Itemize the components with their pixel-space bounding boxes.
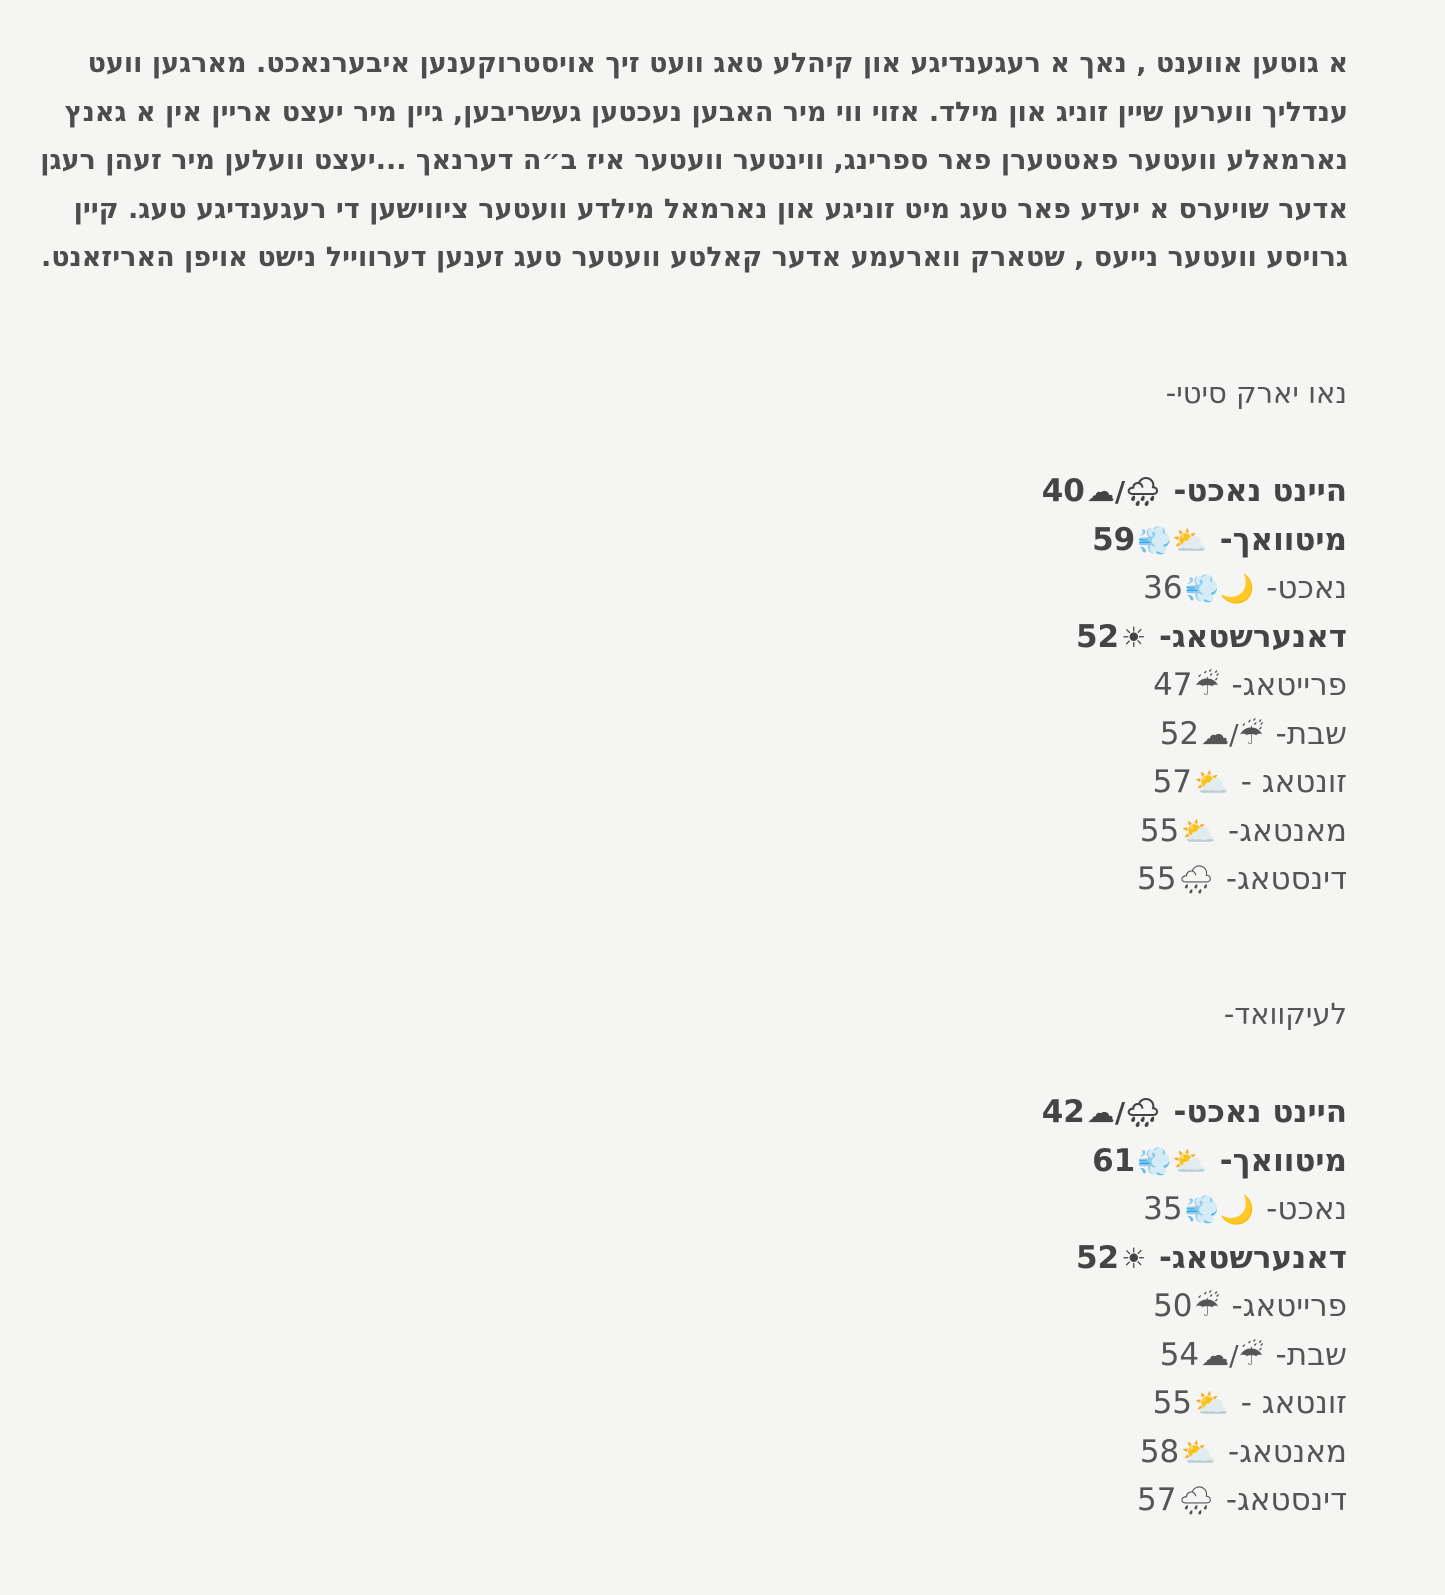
forecast-row: [747, 661, 1347, 710]
forecast-row: [747, 1282, 1347, 1331]
day-label: מיטוואך-: [1219, 521, 1347, 558]
forecast-row: [747, 1331, 1347, 1380]
temperature-value: 58: [1139, 1433, 1180, 1470]
forecast-row: [747, 1428, 1347, 1477]
temperature-value: 40: [1041, 473, 1085, 509]
weather-icon: 🌙💨: [1184, 1193, 1255, 1226]
forecast-row: [747, 1476, 1347, 1525]
weather-icon: ☔/☁: [1201, 717, 1264, 751]
forecast-row: [747, 467, 1347, 516]
weather-icon: ⛅💨: [1137, 523, 1207, 557]
forecast-list-nyc: [747, 467, 1347, 904]
day-label: שבת-: [1275, 1336, 1347, 1373]
temperature-value: 42: [1041, 1094, 1085, 1130]
weather-icon: ☔: [1194, 669, 1220, 702]
day-label: נאכט-: [1266, 570, 1347, 606]
weather-icon: ⛅: [1181, 814, 1217, 848]
weather-icon: ☔/☁: [1201, 1338, 1264, 1372]
day-label: דינסטאג-: [1225, 1482, 1347, 1518]
weather-icon: ⛅: [1194, 766, 1229, 799]
forecast-row: [747, 564, 1347, 613]
weather-icon: ☀: [1121, 620, 1147, 654]
forecast-row: [747, 1234, 1347, 1283]
weather-icon: 🌧/☁: [1086, 475, 1161, 508]
weather-icon: ⛅💨: [1137, 1144, 1207, 1178]
day-label: מיטוואך-: [1219, 1142, 1347, 1179]
forecast-row: [747, 1088, 1347, 1137]
day-label: מאנטאג-: [1228, 1433, 1347, 1470]
temperature-value: 52: [1075, 1239, 1120, 1276]
forecast-row: [747, 710, 1347, 759]
forecast-row: [747, 758, 1347, 807]
weather-icon: ☀: [1121, 1241, 1147, 1275]
day-label: דינסטאג-: [1225, 861, 1347, 897]
temperature-value: 55: [1152, 1385, 1193, 1421]
day-label: היינט נאכט-: [1173, 1094, 1347, 1130]
temperature-value: 52: [1159, 715, 1200, 752]
temperature-value: 59: [1092, 521, 1136, 558]
forecast-row: [747, 1137, 1347, 1186]
city-heading-lakewood: לעיקוואד-: [1223, 997, 1347, 1031]
forecast-list-lakewood: [747, 1088, 1347, 1525]
day-label: מאנטאג-: [1228, 812, 1347, 849]
day-label: פרייטאג-: [1231, 667, 1347, 703]
forecast-row: [747, 1379, 1347, 1428]
day-label: פרייטאג-: [1231, 1288, 1347, 1324]
temperature-value: 35: [1143, 1191, 1183, 1227]
day-label: דאנערשטאג-: [1159, 1239, 1347, 1276]
day-label: נאכט-: [1266, 1191, 1347, 1227]
weather-icon: 🌙💨: [1184, 572, 1255, 605]
forecast-row: [747, 613, 1347, 662]
intro-paragraph: א גוטען אווענט , נאך א רעגענדיגע און קיהלע טאג וועט זיך אויסטרוקענען איבערנאכט. מארגען וועט ענדליך ווערען שיין זוניג און מילד. אזוי ווי מיר האבען נעכטען געשריבען, גיין מיר יעצט אריין אין א גאנץ נארמאלע וועטער פאטטערן פאר ספרינג, ווינטער וועטער איז ב״ה דערנאך ...יעצט וועלען מיר זעהן רעגן אדער שויערס א יעדע פאר טעג מיט זוניגע און נארמאל מילדע וועטער ציווישען די רעגענדיגע טעג. קיין גרויסע וועטער נייעס , שטארק ווארעמע אדער קאלטע וועטער טעג זענען דערווייל נישט אויפן האריזאנט.: [40, 48, 1348, 273]
forecast-row: [747, 855, 1347, 904]
temperature-value: 36: [1143, 570, 1183, 606]
temperature-value: 47: [1153, 667, 1193, 703]
city-heading-nyc: נאו יארק סיטי-: [1165, 376, 1347, 410]
temperature-value: 55: [1136, 861, 1177, 897]
forecast-row: [747, 807, 1347, 856]
day-label: דאנערשטאג-: [1159, 618, 1347, 655]
weather-icon: 🌧: [1178, 863, 1214, 896]
day-label: שבת-: [1275, 715, 1347, 752]
forecast-row: [747, 1185, 1347, 1234]
day-label: היינט נאכט-: [1173, 473, 1347, 509]
temperature-value: 57: [1136, 1482, 1177, 1518]
temperature-value: 55: [1139, 812, 1180, 849]
weather-icon: 🌧/☁: [1086, 1096, 1161, 1129]
temperature-value: 57: [1152, 764, 1193, 800]
temperature-value: 52: [1075, 618, 1120, 655]
weather-icon: 🌧: [1178, 1484, 1214, 1517]
temperature-value: 50: [1153, 1288, 1193, 1324]
day-label: זונטאג -: [1240, 764, 1347, 800]
temperature-value: 61: [1092, 1142, 1136, 1179]
day-label: זונטאג -: [1240, 1385, 1347, 1421]
temperature-value: 54: [1159, 1336, 1200, 1373]
weather-icon: ⛅: [1181, 1435, 1217, 1469]
weather-icon: ⛅: [1194, 1387, 1229, 1420]
forecast-row: [747, 516, 1347, 565]
weather-icon: ☔: [1194, 1290, 1220, 1323]
